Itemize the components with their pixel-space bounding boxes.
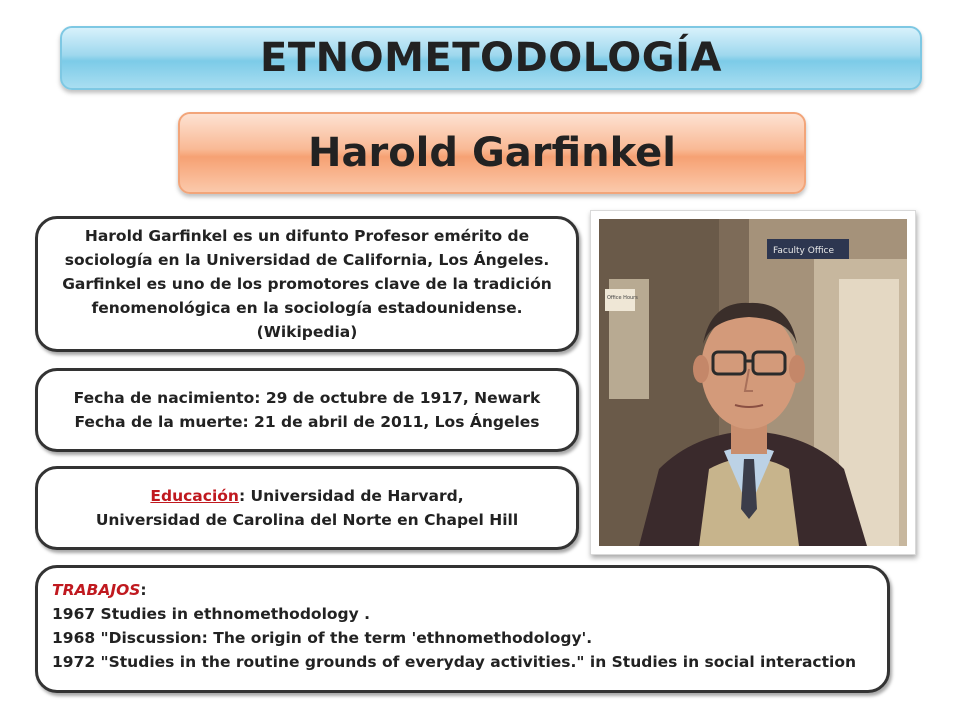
works-title: TRABAJOS [52,581,141,599]
death-date: Fecha de la muerte: 21 de abril de 2011, Los Ángeles [74,413,540,431]
works-title-suffix: : [140,581,147,599]
title-banner [60,26,922,90]
sign-text: Faculty Office [773,246,835,256]
bio-line: Garfinkel es uno de los promotores clave de la tradición [62,275,552,293]
works-header [52,578,873,602]
bio-line: sociología en la Universidad de California, Los Ángeles. [64,251,550,269]
bio-line: fenomenológica en la sociología estadounidense. [91,299,523,317]
bio-source: (Wikipedia) [256,323,358,341]
education-school-2: Universidad de Carolina del Norte en Chapel Hill [95,511,519,529]
works-item: 1972 "Studies in the routine grounds of everyday activities." in Studies in social interaction [52,653,857,671]
portrait-illustration [599,219,907,546]
works-item: 1967 Studies in ethnomethodology . [52,605,371,623]
page-title: ETNOMETODOLOGÍA [260,35,722,81]
bio-box [35,216,579,352]
education-link[interactable]: Educación [150,487,239,505]
subtitle-banner [178,112,806,194]
works-box [35,565,890,693]
bio-line: Harold Garfinkel es un difunto Profesor emérito de [84,227,530,245]
portrait-photo-frame [590,210,916,555]
portrait-photo [599,219,907,546]
dates-box [35,368,579,452]
person-name: Harold Garfinkel [308,130,676,176]
education-box [35,466,579,550]
works-item: 1968 "Discussion: The origin of the term 'ethnomethodology'. [52,629,593,647]
education-school-1: : Universidad de Harvard, [238,487,464,505]
birth-date: Fecha de nacimiento: 29 de octubre de 1917, Newark [73,389,541,407]
education-line-1 [150,484,463,508]
small-sign-text: Office Hours [607,295,638,301]
